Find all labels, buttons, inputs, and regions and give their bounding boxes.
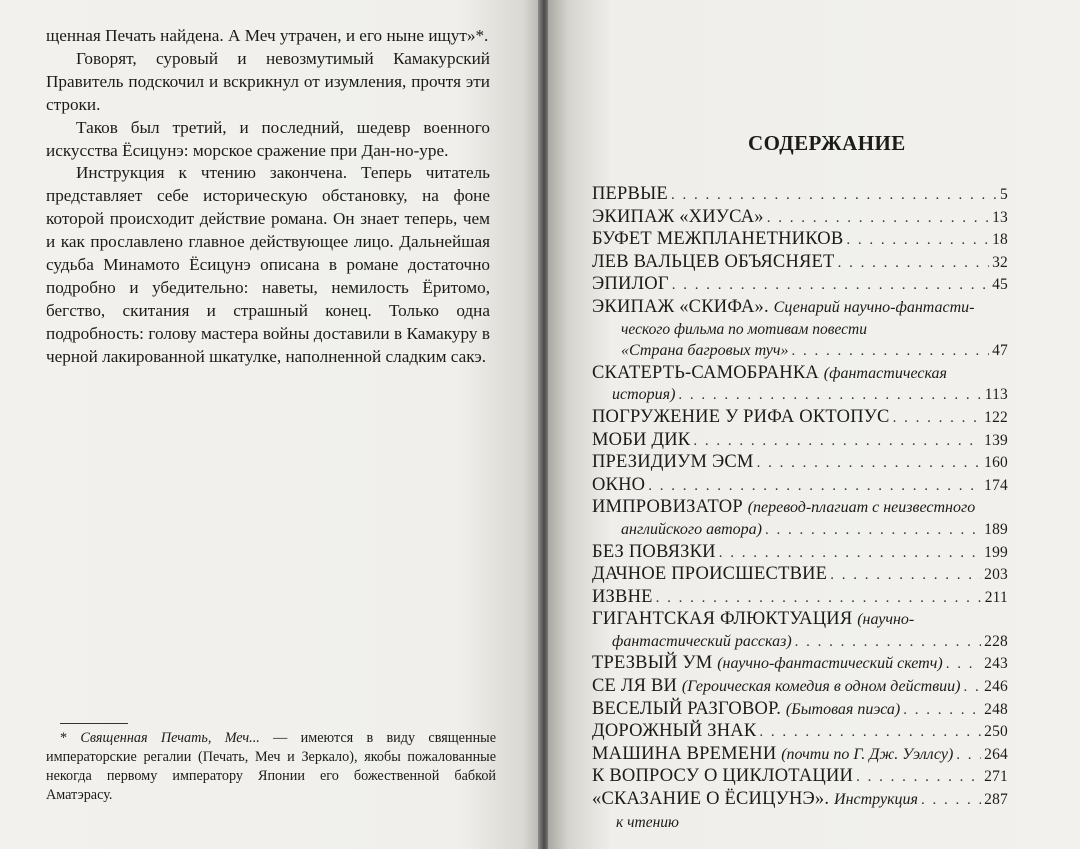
- toc-entry-title: МОБИ ДИК: [592, 429, 691, 450]
- toc-entry-title: ЭКИПАЖ «ХИУСА»: [592, 206, 764, 227]
- toc-entry: [592, 721, 1008, 744]
- toc-entry-title: ГИГАНТСКАЯ ФЛЮКТУАЦИЯ: [592, 609, 853, 630]
- paragraph: щенная Печать найдена. А Меч утрачен, и его ныне ищут»*.: [46, 26, 489, 45]
- toc-entry: [592, 587, 1008, 610]
- toc-entry: [592, 653, 1008, 676]
- footnote-rule: [60, 723, 128, 724]
- toc-entry-title: ОКНО: [592, 474, 646, 495]
- toc-entry-title: ЭПИЛОГ: [592, 274, 669, 295]
- toc-entry: [592, 766, 1008, 789]
- toc-entry-title: ВЕСЕЛЫЙ РАЗГОВОР.: [592, 698, 782, 719]
- toc-entry-subtitle: (научно-: [857, 611, 915, 629]
- toc-entry-page: 174: [984, 476, 1008, 494]
- toc-entry: [592, 452, 1008, 475]
- toc-entry-page: 45: [992, 276, 1008, 294]
- toc-entry: [592, 609, 1008, 631]
- toc-entry-continuation: [592, 384, 1008, 407]
- toc-entry: [592, 407, 1008, 430]
- toc-entry-title: ПРЕЗИДИУМ ЭСМ: [592, 452, 754, 473]
- toc-entry: [592, 676, 1008, 699]
- toc-entry: [592, 564, 1008, 587]
- toc-entry-title: ЛЕВ ВАЛЬЦЕВ ОБЪЯСНЯЕТ: [592, 251, 835, 272]
- toc-entry: [592, 542, 1008, 565]
- toc-entry-subtitle: ческого фильма по мотивам повести: [621, 320, 867, 338]
- table-of-contents: [592, 184, 1008, 833]
- toc-entry: [592, 789, 1008, 812]
- toc-entry-subtitle: английского автора): [621, 520, 762, 538]
- toc-entry-title: ПЕРВЫЕ: [592, 184, 668, 204]
- toc-entry-title: ПОГРУЖЕНИЕ У РИФА ОКТОПУС: [592, 406, 890, 427]
- toc-entry-page: 32: [992, 253, 1008, 271]
- toc-entry: [592, 744, 1008, 767]
- toc-entry-title: ИМПРОВИЗАТОР: [592, 497, 743, 518]
- toc-entry-title: БУФЕТ МЕЖПЛАНЕТНИКОВ: [592, 229, 844, 250]
- toc-entry-subtitle: «Страна багровых туч»: [621, 342, 789, 360]
- toc-entry-page: 122: [984, 408, 1008, 426]
- toc-entry-title: ДОРОЖНЫЙ ЗНАК: [592, 721, 757, 742]
- toc-entry-page: 287: [984, 791, 1008, 809]
- toc-entry-title: «СКАЗАНИЕ О ЁСИЦУНЭ».: [592, 789, 830, 810]
- footnote-text: — имеются в виду священные императорские регалии (Печать, Меч и Зеркало), якобы пожалованные некогда первому императору Японии его божественной бабкой Аматэрасу.: [46, 730, 496, 803]
- toc-entry-title: ДАЧНОЕ ПРОИСШЕСТВИЕ: [592, 564, 828, 585]
- toc-entry-page: 139: [984, 431, 1008, 449]
- toc-entry-title: ТРЕЗВЫЙ УМ: [592, 653, 713, 674]
- toc-entry-subtitle: (Бытовая пиэса): [785, 700, 901, 718]
- footnote-mark: *: [60, 730, 68, 746]
- toc-entry-title: ЭКИПАЖ «СКИФА».: [592, 296, 769, 317]
- toc-entry: [592, 252, 1008, 275]
- toc-entry-page: 264: [984, 745, 1008, 763]
- toc-entry-page: 160: [984, 454, 1008, 472]
- toc-entry-subtitle: (фантастическая: [823, 364, 947, 382]
- toc-title: СОДЕРЖАНИЕ: [748, 131, 906, 155]
- toc-entry-page: 113: [984, 386, 1008, 404]
- toc-entry-page: 199: [984, 543, 1008, 561]
- toc-entry: [592, 207, 1008, 230]
- toc-entry-title: СКАТЕРТЬ-САМОБРАНКА: [592, 362, 819, 383]
- paragraph: Таков был третий, и последний, шедевр военного искусства Ёсицунэ: морское сражение при Дан-но-уре.: [46, 117, 490, 160]
- toc-entry-subtitle: история): [612, 386, 676, 404]
- toc-entry-page: 246: [984, 678, 1008, 696]
- toc-entry: [592, 699, 1008, 722]
- toc-entry-title: К ВОПРОСУ О ЦИКЛОТАЦИИ: [592, 766, 854, 787]
- toc-entry: [592, 184, 1008, 207]
- toc-entry-continuation: [592, 519, 1008, 542]
- toc-entry-page: 5: [1000, 186, 1008, 203]
- toc-entry-subtitle: (перевод-плагиат с неизвестного: [747, 499, 976, 517]
- toc-entry: [592, 297, 1008, 319]
- toc-entry-subtitle: (почти по Г. Дж. Уэллсу): [781, 745, 954, 763]
- toc-entry-page: 248: [984, 700, 1008, 718]
- toc-entry-page: 189: [984, 520, 1008, 538]
- toc-entry-page: 47: [992, 342, 1008, 360]
- toc-entry: [592, 229, 1008, 252]
- toc-entry: [592, 430, 1008, 453]
- toc-entry-page: 271: [984, 768, 1008, 786]
- toc-entry-title: БЕЗ ПОВЯЗКИ: [592, 541, 716, 562]
- toc-entry-page: 228: [984, 632, 1008, 650]
- toc-entry-title: СЕ ЛЯ ВИ: [592, 676, 678, 697]
- toc-entry-subtitle: Сценарий научно-фантасти-: [773, 298, 975, 316]
- toc-entry: [592, 497, 1008, 519]
- footnote: [46, 729, 496, 805]
- toc-entry-continuation: [592, 631, 1008, 654]
- toc-entry-page: 243: [984, 655, 1008, 673]
- toc-entry: [592, 363, 1008, 385]
- toc-entry-subtitle: фантастический рассказ): [612, 632, 792, 650]
- paragraph: Инструкция к чтению закончена. Теперь читатель представляет себе историческую обстановку, на фоне которой происходит действие романа. Он знает теперь, чем и как прославлено главное действующее лицо. Дальнейшая судьба Минамото Ёсицунэ описана в романе достаточно подробно и убедительно: наветы, немилость Ёритомо, бегство, скитания и страшный конец. Только одна подробность: голову мастера войны доставили в Камакуру в черной лакированной шкатулке, наполненной сладким сакэ.: [46, 163, 490, 366]
- toc-entry-page: 18: [992, 231, 1008, 249]
- toc-entry-subtitle: к чтению: [616, 813, 679, 831]
- toc-entry: [592, 475, 1008, 498]
- toc-entry-title: МАШИНА ВРЕМЕНИ: [592, 743, 777, 764]
- toc-entry: [592, 274, 1008, 297]
- toc-entry-subtitle: Инструкция: [834, 791, 918, 809]
- toc-entry-continuation: [592, 340, 1008, 363]
- toc-entry-page: 250: [984, 723, 1008, 741]
- toc-entry-page: 13: [992, 208, 1008, 226]
- toc-entry-subtitle: (Героическая комедия в одном действии): [681, 678, 961, 696]
- toc-entry-page: 211: [984, 588, 1008, 606]
- paragraph: Говорят, суровый и невозмутимый Камакурский Правитель подскочил и вскрикнул от изумления, прочтя эти строки.: [46, 48, 490, 114]
- toc-entry-subtitle: (научно-фантастический скетч): [717, 655, 943, 673]
- toc-entry-title: ИЗВНЕ: [592, 586, 653, 607]
- footnote-term: Священная Печать, Меч...: [80, 730, 260, 746]
- body-text: [46, 25, 490, 369]
- toc-entry-page: 203: [984, 566, 1008, 584]
